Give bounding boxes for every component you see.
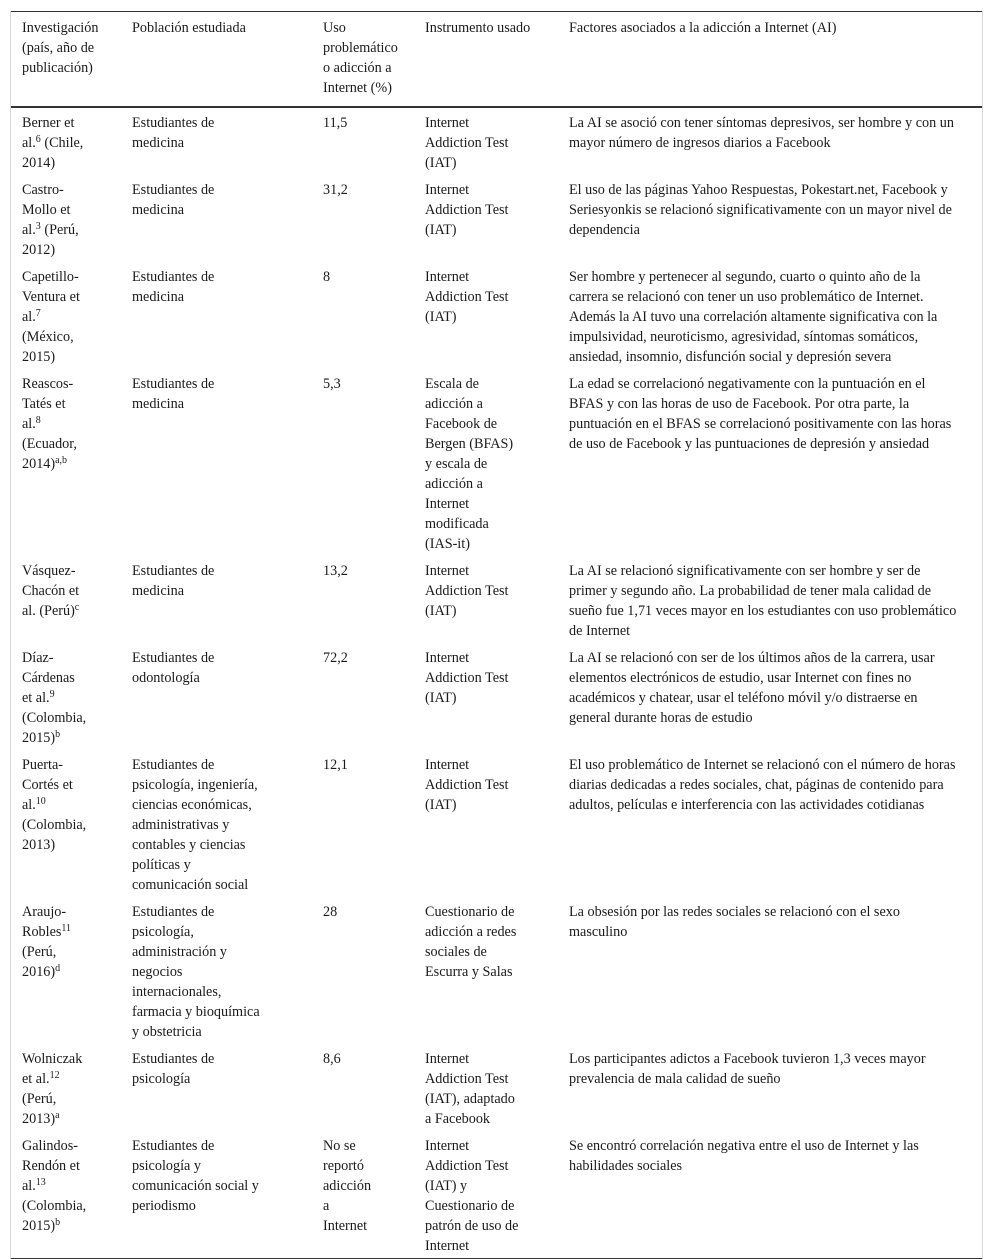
study-text: Capetillo- Ventura et al. xyxy=(22,269,80,325)
cell-factors: Se encontró correlación negativa entre el uso de Internet y las habilidades sociales xyxy=(569,1138,919,1174)
study-note: d xyxy=(55,963,61,974)
study-text: Castro- Mollo et al. xyxy=(22,182,71,238)
study-note: b xyxy=(55,1217,61,1228)
cell-instrument: Escala de adicción a Facebook de Bergen (BFAS) y escala de adicción a Internet modificada (IAS-it) xyxy=(425,376,514,552)
cell-population: Estudiantes de medicina xyxy=(132,182,215,218)
table-row xyxy=(11,262,982,369)
header-row xyxy=(11,12,982,108)
cell-factors: La edad se correlacionó negativamente con la puntuación en el BFAS y con las horas de uso de Facebook. Por otra parte, la puntuación en el BFAS se correlacionó positivamente con las horas de uso de Facebook y las puntuaciones de depresión y ansiedad xyxy=(569,376,952,452)
study-text: Wolniczak et al. xyxy=(22,1051,83,1087)
cell-percent: 28 xyxy=(323,904,338,920)
table-row xyxy=(11,175,982,262)
cell-factors: La obsesión por las redes sociales se relacionó con el sexo masculino xyxy=(569,904,900,940)
study-reference: 6 xyxy=(35,134,41,145)
cell-instrument: Internet Addiction Test (IAT) xyxy=(425,563,509,619)
cell-factors: Ser hombre y pertenecer al segundo, cuarto o quinto año de la carrera se relacionó con tener un uso problemático de Internet. Además la AI tuvo una correlación altamente significativa con la impulsividad, neuroticismo, agresividad, síntomas somáticos, ansiedad, insomnio, disfunción social y depresión severa xyxy=(569,269,938,365)
study-reference: 7 xyxy=(35,308,41,319)
cell-study xyxy=(11,897,121,1044)
cell-population: Estudiantes de psicología, ingeniería, ciencias económicas, administrativas y contables y ciencias políticas y comunicación social xyxy=(132,757,258,893)
cell-instrument: Internet Addiction Test (IAT) xyxy=(425,269,509,325)
cell-percent: 13,2 xyxy=(323,563,348,579)
cell-factors: El uso de las páginas Yahoo Respuestas, Pokestart.net, Facebook y Seriesyonkis se relacionó significativamente con un mayor nivel de dependencia xyxy=(569,182,952,238)
study-reference: 10 xyxy=(35,796,46,807)
cell-instrument: Internet Addiction Test (IAT) y Cuestionario de patrón de uso de Internet xyxy=(425,1138,519,1254)
table-row xyxy=(11,750,982,897)
study-note: c xyxy=(74,602,80,613)
cell-percent: 8,6 xyxy=(323,1051,341,1067)
cell-percent: 8 xyxy=(323,269,331,285)
study-reference: 13 xyxy=(35,1177,46,1188)
cell-study xyxy=(11,262,121,369)
cell-instrument: Internet Addiction Test (IAT), adaptado a Facebook xyxy=(425,1051,515,1127)
cell-instrument: Cuestionario de adicción a redes sociales de Escurra y Salas xyxy=(425,904,517,980)
table-row xyxy=(11,107,982,175)
study-reference: 11 xyxy=(61,923,72,934)
study-note: b xyxy=(55,729,61,740)
cell-percent: No se reportó adicción a Internet xyxy=(323,1138,372,1234)
study-text: Araujo- Robles xyxy=(22,904,67,940)
cell-study xyxy=(11,556,121,643)
cell-factors: La AI se asoció con tener síntomas depresivos, ser hombre y con un mayor número de ingresos diarios a Facebook xyxy=(569,115,954,151)
cell-study xyxy=(11,175,121,262)
cell-factors: Los participantes adictos a Facebook tuvieron 1,3 veces mayor prevalencia de mala calidad de sueño xyxy=(569,1051,926,1087)
header-population: Población estudiada xyxy=(132,20,246,36)
table-row xyxy=(11,369,982,556)
cell-population: Estudiantes de medicina xyxy=(132,376,215,412)
table-row xyxy=(11,556,982,643)
cell-instrument: Internet Addiction Test (IAT) xyxy=(425,757,509,813)
table-row xyxy=(11,643,982,750)
table-body xyxy=(11,107,982,1259)
cell-population: Estudiantes de medicina xyxy=(132,563,215,599)
cell-population: Estudiantes de medicina xyxy=(132,269,215,305)
cell-factors: La AI se relacionó con ser de los últimos años de la carrera, usar elementos electrónicos de estudio, usar Internet con fines no académicos y chatear, usar el teléfono móvil y/o distraerse en general durante horas de estudio xyxy=(569,650,935,726)
study-country-year: (Colombia, 2015) xyxy=(22,710,87,746)
header-study: Investigación (país, año de publicación) xyxy=(22,20,99,76)
study-reference: 3 xyxy=(35,221,41,232)
study-country-year: (Chile, 2014) xyxy=(22,135,84,171)
study-country-year: (Perú, 2013) xyxy=(22,1091,57,1127)
study-text: Galindos- Rendón et al. xyxy=(22,1138,80,1194)
cell-study xyxy=(11,107,121,175)
table-row xyxy=(11,1131,982,1259)
study-note: a xyxy=(55,1110,60,1121)
cell-instrument: Internet Addiction Test (IAT) xyxy=(425,115,509,171)
header-percent: Uso problemático o adicción a Internet (%) xyxy=(323,20,398,96)
cell-study xyxy=(11,643,121,750)
cell-factors: La AI se relacionó significativamente con ser hombre y ser de primer y segundo año. La probabilidad de tener mala calidad de sueño fue 1,71 veces mayor en los estudiantes con uso problemático de Internet xyxy=(569,563,957,639)
cell-percent: 5,3 xyxy=(323,376,341,392)
cell-population: Estudiantes de odontología xyxy=(132,650,215,686)
cell-study xyxy=(11,369,121,556)
cell-percent: 31,2 xyxy=(323,182,348,198)
cell-population: Estudiantes de medicina xyxy=(132,115,215,151)
study-reference: 9 xyxy=(49,689,55,700)
study-note: a,b xyxy=(55,455,68,466)
study-text: Reascos- Tatés et al. xyxy=(22,376,74,432)
cell-study xyxy=(11,1131,121,1259)
cell-percent: 11,5 xyxy=(323,115,348,131)
table-header xyxy=(11,12,982,108)
study-country-year: (Colombia, 2013) xyxy=(22,817,87,853)
cell-percent: 72,2 xyxy=(323,650,348,666)
cell-population: Estudiantes de psicología xyxy=(132,1051,215,1087)
study-country-year: (Perú, 2012) xyxy=(22,222,79,258)
study-country-year: (Ecuador, 2014) xyxy=(22,436,77,472)
study-country-year: (México, 2015) xyxy=(22,329,74,365)
cell-population: Estudiantes de psicología y comunicación social y periodismo xyxy=(132,1138,259,1214)
cell-instrument: Internet Addiction Test (IAT) xyxy=(425,650,509,706)
study-reference: 8 xyxy=(35,415,41,426)
cell-factors: El uso problemático de Internet se relacionó con el número de horas diarias dedicadas a redes sociales, chat, páginas de contenido para adultos, películas e interferencia con las actividades cotidianas xyxy=(569,757,956,813)
study-reference: 12 xyxy=(49,1070,60,1081)
cell-study xyxy=(11,1044,121,1131)
cell-percent: 12,1 xyxy=(323,757,348,773)
table-container xyxy=(10,11,983,1259)
study-country-year: (Colombia, 2015) xyxy=(22,1198,87,1234)
header-factors: Factores asociados a la adicción a Internet (AI) xyxy=(569,20,837,36)
studies-table xyxy=(11,11,982,1259)
study-text: Vásquez- Chacón et al. (Perú) xyxy=(22,563,80,619)
cell-instrument: Internet Addiction Test (IAT) xyxy=(425,182,509,238)
study-text: Díaz- Cárdenas et al. xyxy=(22,650,75,706)
study-country-year: (Perú, 2016) xyxy=(22,944,57,980)
header-instrument: Instrumento usado xyxy=(425,20,531,36)
cell-population: Estudiantes de psicología, administración y negocios internacionales, farmacia y bioquímica y obstetricia xyxy=(132,904,260,1040)
study-text: Puerta- Cortés et al. xyxy=(22,757,73,813)
table-row xyxy=(11,1044,982,1131)
cell-study xyxy=(11,750,121,897)
table-row xyxy=(11,897,982,1044)
study-text: Berner et al. xyxy=(22,115,75,151)
